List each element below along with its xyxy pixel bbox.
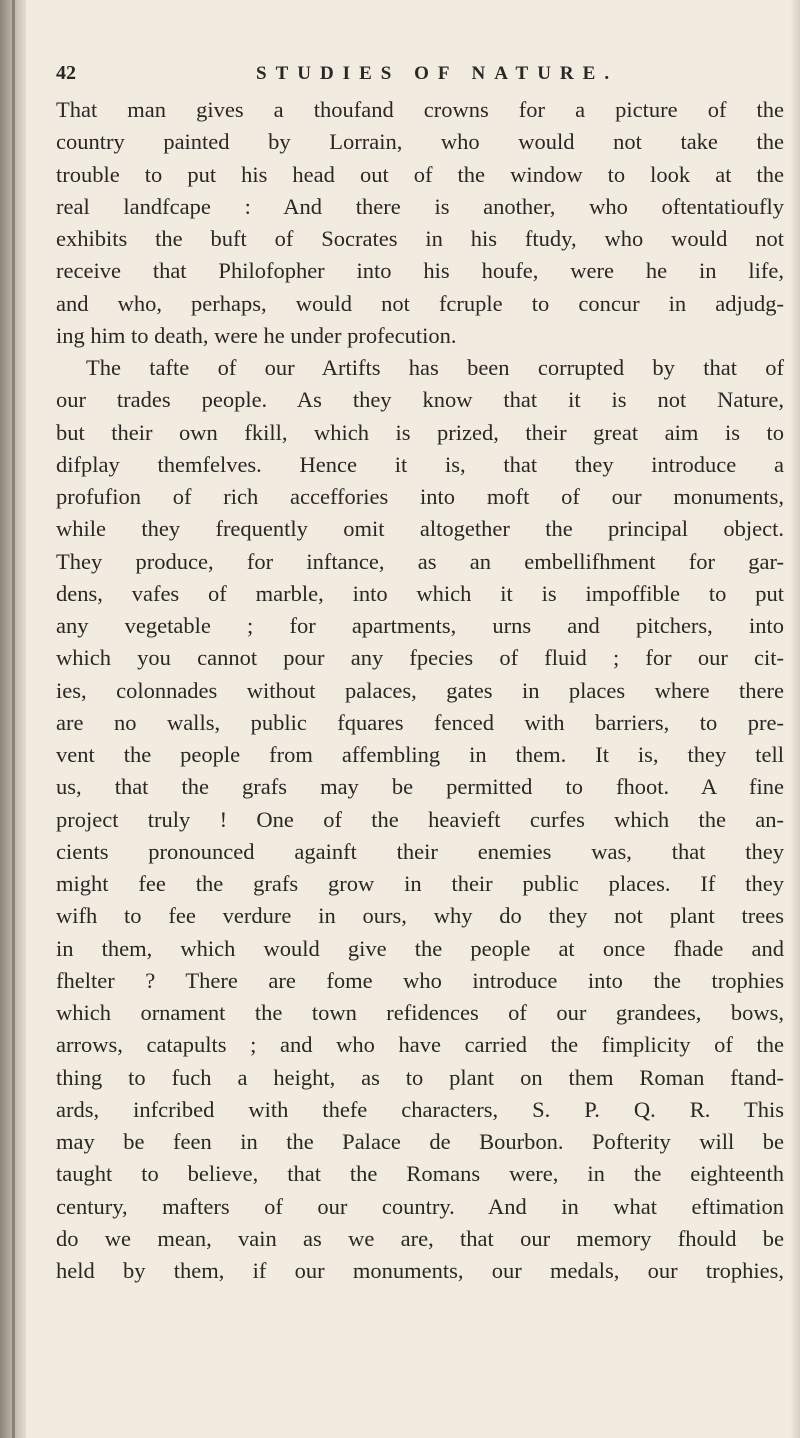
text-line: exhibits the buft of Socrates in his ftudy, who would not [56, 226, 784, 251]
text-line: real landfcape : And there is another, who oftentatioufly [56, 193, 784, 219]
text-line: difplay themfelves. Hence it is, that they introduce a [56, 451, 784, 477]
gutter-line [12, 0, 15, 1438]
text-line: project truly ! One of the heavieft curfes which the an- [56, 806, 784, 832]
text-line: ing him to death, were he under profecution. [56, 322, 457, 348]
text-line: That man gives a thoufand crowns for a picture of the [56, 97, 784, 122]
text-line: us, that the grafs may be permitted to fhoot. A fine [56, 774, 784, 800]
text-line: might fee the grafs grow in their public places. If they [56, 871, 784, 896]
text-line: which you cannot pour any fpecies of fluid ; for our cit- [56, 645, 784, 671]
text-line: our trades people. As they know that it is not Nature, [56, 387, 784, 413]
text-line: profufion of rich acceffories into moft of our monuments, [56, 484, 784, 509]
body-text [56, 94, 784, 1394]
text-line: They produce, for inftance, as an embellifhment for gar- [56, 548, 784, 574]
text-line: thing to fuch a height, as to plant on them Roman ftand- [56, 1064, 784, 1090]
text-line: arrows, catapults ; and who have carried the fimplicity of the [56, 1032, 784, 1058]
text-line: may be feen in the Palace de Bourbon. Pofterity will be [56, 1129, 784, 1154]
text-line: which ornament the town refidences of our grandees, bows, [56, 1000, 784, 1025]
text-line: dens, vafes of marble, into which it is impoffible to put [56, 580, 784, 606]
text-line: cients pronounced againft their enemies was, that they [56, 838, 784, 864]
page-number: 42 [56, 62, 76, 84]
text-line: held by them, if our monuments, our medals, our trophies, [56, 1258, 784, 1283]
text-line: trouble to put his head out of the window to look at the [56, 161, 784, 187]
text-line: fhelter ? There are fome who introduce into the trophies [56, 967, 784, 993]
text-line: in them, which would give the people at once fhade and [56, 935, 784, 961]
text-line: ies, colonnades without palaces, gates in places where there [56, 677, 784, 703]
page-edge [790, 0, 800, 1438]
text-line: wifh to fee verdure in ours, why do they not plant trees [56, 903, 784, 929]
text-line: are no walls, public fquares fenced with barriers, to pre- [56, 709, 784, 735]
text-line: do we mean, vain as we are, that our memory fhould be [56, 1225, 784, 1251]
text-line: century, mafters of our country. And in what eftimation [56, 1193, 784, 1219]
text-line: taught to believe, that the Romans were, in the eighteenth [56, 1161, 784, 1187]
text-line: any vegetable ; for apartments, urns and pitchers, into [56, 613, 784, 638]
text-line: country painted by Lorrain, who would not take the [56, 129, 784, 155]
text-line: The tafte of our Artifts has been corrupted by that of [86, 355, 784, 380]
text-line: vent the people from affembling in them. It is, they tell [56, 742, 784, 767]
text-line: while they frequently omit altogether the principal object. [56, 516, 784, 542]
text-line: receive that Philofopher into his houfe, were he in life, [56, 258, 784, 284]
text-line: but their own fkill, which is prized, their great aim is to [56, 419, 784, 445]
running-title: STUDIES OF NATURE. [256, 63, 619, 84]
text-line: ards, infcribed with thefe characters, S. P. Q. R. This [56, 1096, 784, 1122]
text-line: and who, perhaps, would not fcruple to concur in adjudg- [56, 290, 784, 316]
running-head [56, 58, 776, 88]
